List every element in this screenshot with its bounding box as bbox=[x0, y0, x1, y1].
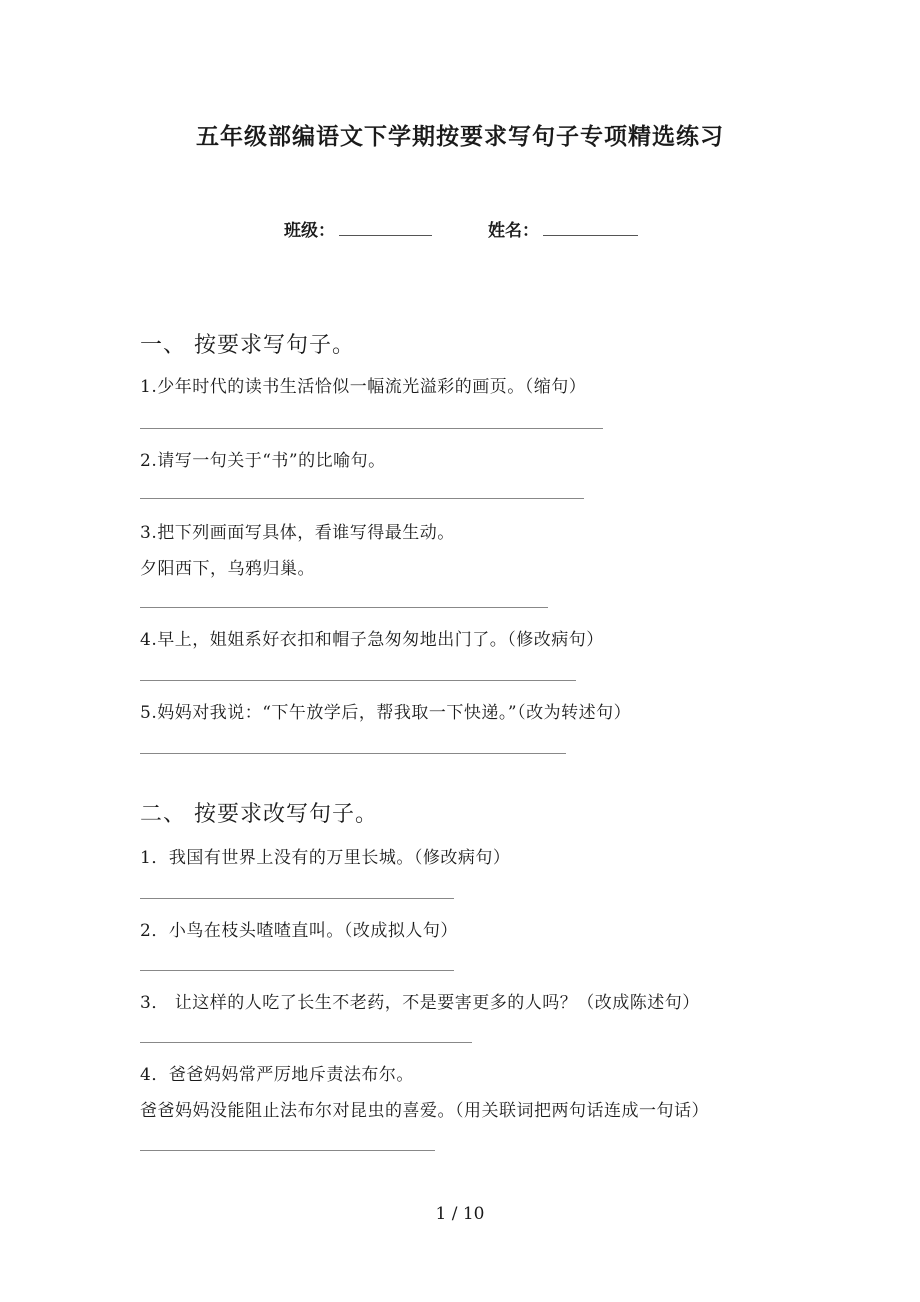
section2-question-4: 4．爸爸妈妈常严厉地斥责法布尔。 bbox=[140, 1065, 414, 1085]
section2-heading: 二、 按要求改写句子。 bbox=[140, 802, 378, 827]
name-blank[interactable] bbox=[543, 235, 638, 236]
section2-question-1: 1．我国有世界上没有的万里长城。（修改病句） bbox=[140, 848, 511, 868]
section1-question-1: 1.少年时代的读书生活恰似一幅流光溢彩的画页。（缩句） bbox=[140, 377, 587, 397]
answer-line-s2-q3[interactable] bbox=[140, 1042, 472, 1043]
answer-line-s2-q1[interactable] bbox=[140, 898, 454, 899]
section2-question-2: 2．小鸟在枝头喳喳直叫。（改成拟人句） bbox=[140, 921, 458, 941]
section1-question-3-sub: 夕阳西下，乌鸦归巢。 bbox=[140, 559, 315, 579]
section2-question-4-sub: 爸爸妈妈没能阻止法布尔对昆虫的喜爱。（用关联词把两句话连成一句话） bbox=[140, 1101, 709, 1121]
section1-question-4: 4.早上，姐姐系好衣扣和帽子急匆匆地出门了。（修改病句） bbox=[140, 630, 604, 650]
answer-line-s1-q4[interactable] bbox=[140, 680, 576, 681]
answer-line-s2-q2[interactable] bbox=[140, 970, 454, 971]
answer-line-s1-q1[interactable] bbox=[140, 428, 603, 429]
section1-question-2: 2.请写一句关于“书”的比喻句。 bbox=[140, 451, 386, 471]
answer-line-s1-q2[interactable] bbox=[140, 498, 584, 499]
section1-question-5: 5.妈妈对我说：“下午放学后，帮我取一下快递。”（改为转述句） bbox=[140, 703, 632, 723]
section2-question-3: 3． 让这样的人吃了长生不老药，不是要害更多的人吗？（改成陈述句） bbox=[140, 993, 700, 1013]
name-label: 姓名： bbox=[488, 221, 539, 241]
class-label: 班级： bbox=[284, 221, 335, 241]
document-title: 五年级部编语文下学期按要求写句子专项精选练习 bbox=[196, 123, 724, 150]
class-blank[interactable] bbox=[339, 235, 432, 236]
page-number: 1 / 10 bbox=[435, 1204, 485, 1224]
answer-line-s2-q4[interactable] bbox=[140, 1150, 435, 1151]
answer-line-s1-q5[interactable] bbox=[140, 753, 566, 754]
section1-question-3: 3.把下列画面写具体，看谁写得最生动。 bbox=[140, 523, 455, 543]
answer-line-s1-q3[interactable] bbox=[140, 607, 548, 608]
section1-heading: 一、 按要求写句子。 bbox=[140, 333, 355, 358]
